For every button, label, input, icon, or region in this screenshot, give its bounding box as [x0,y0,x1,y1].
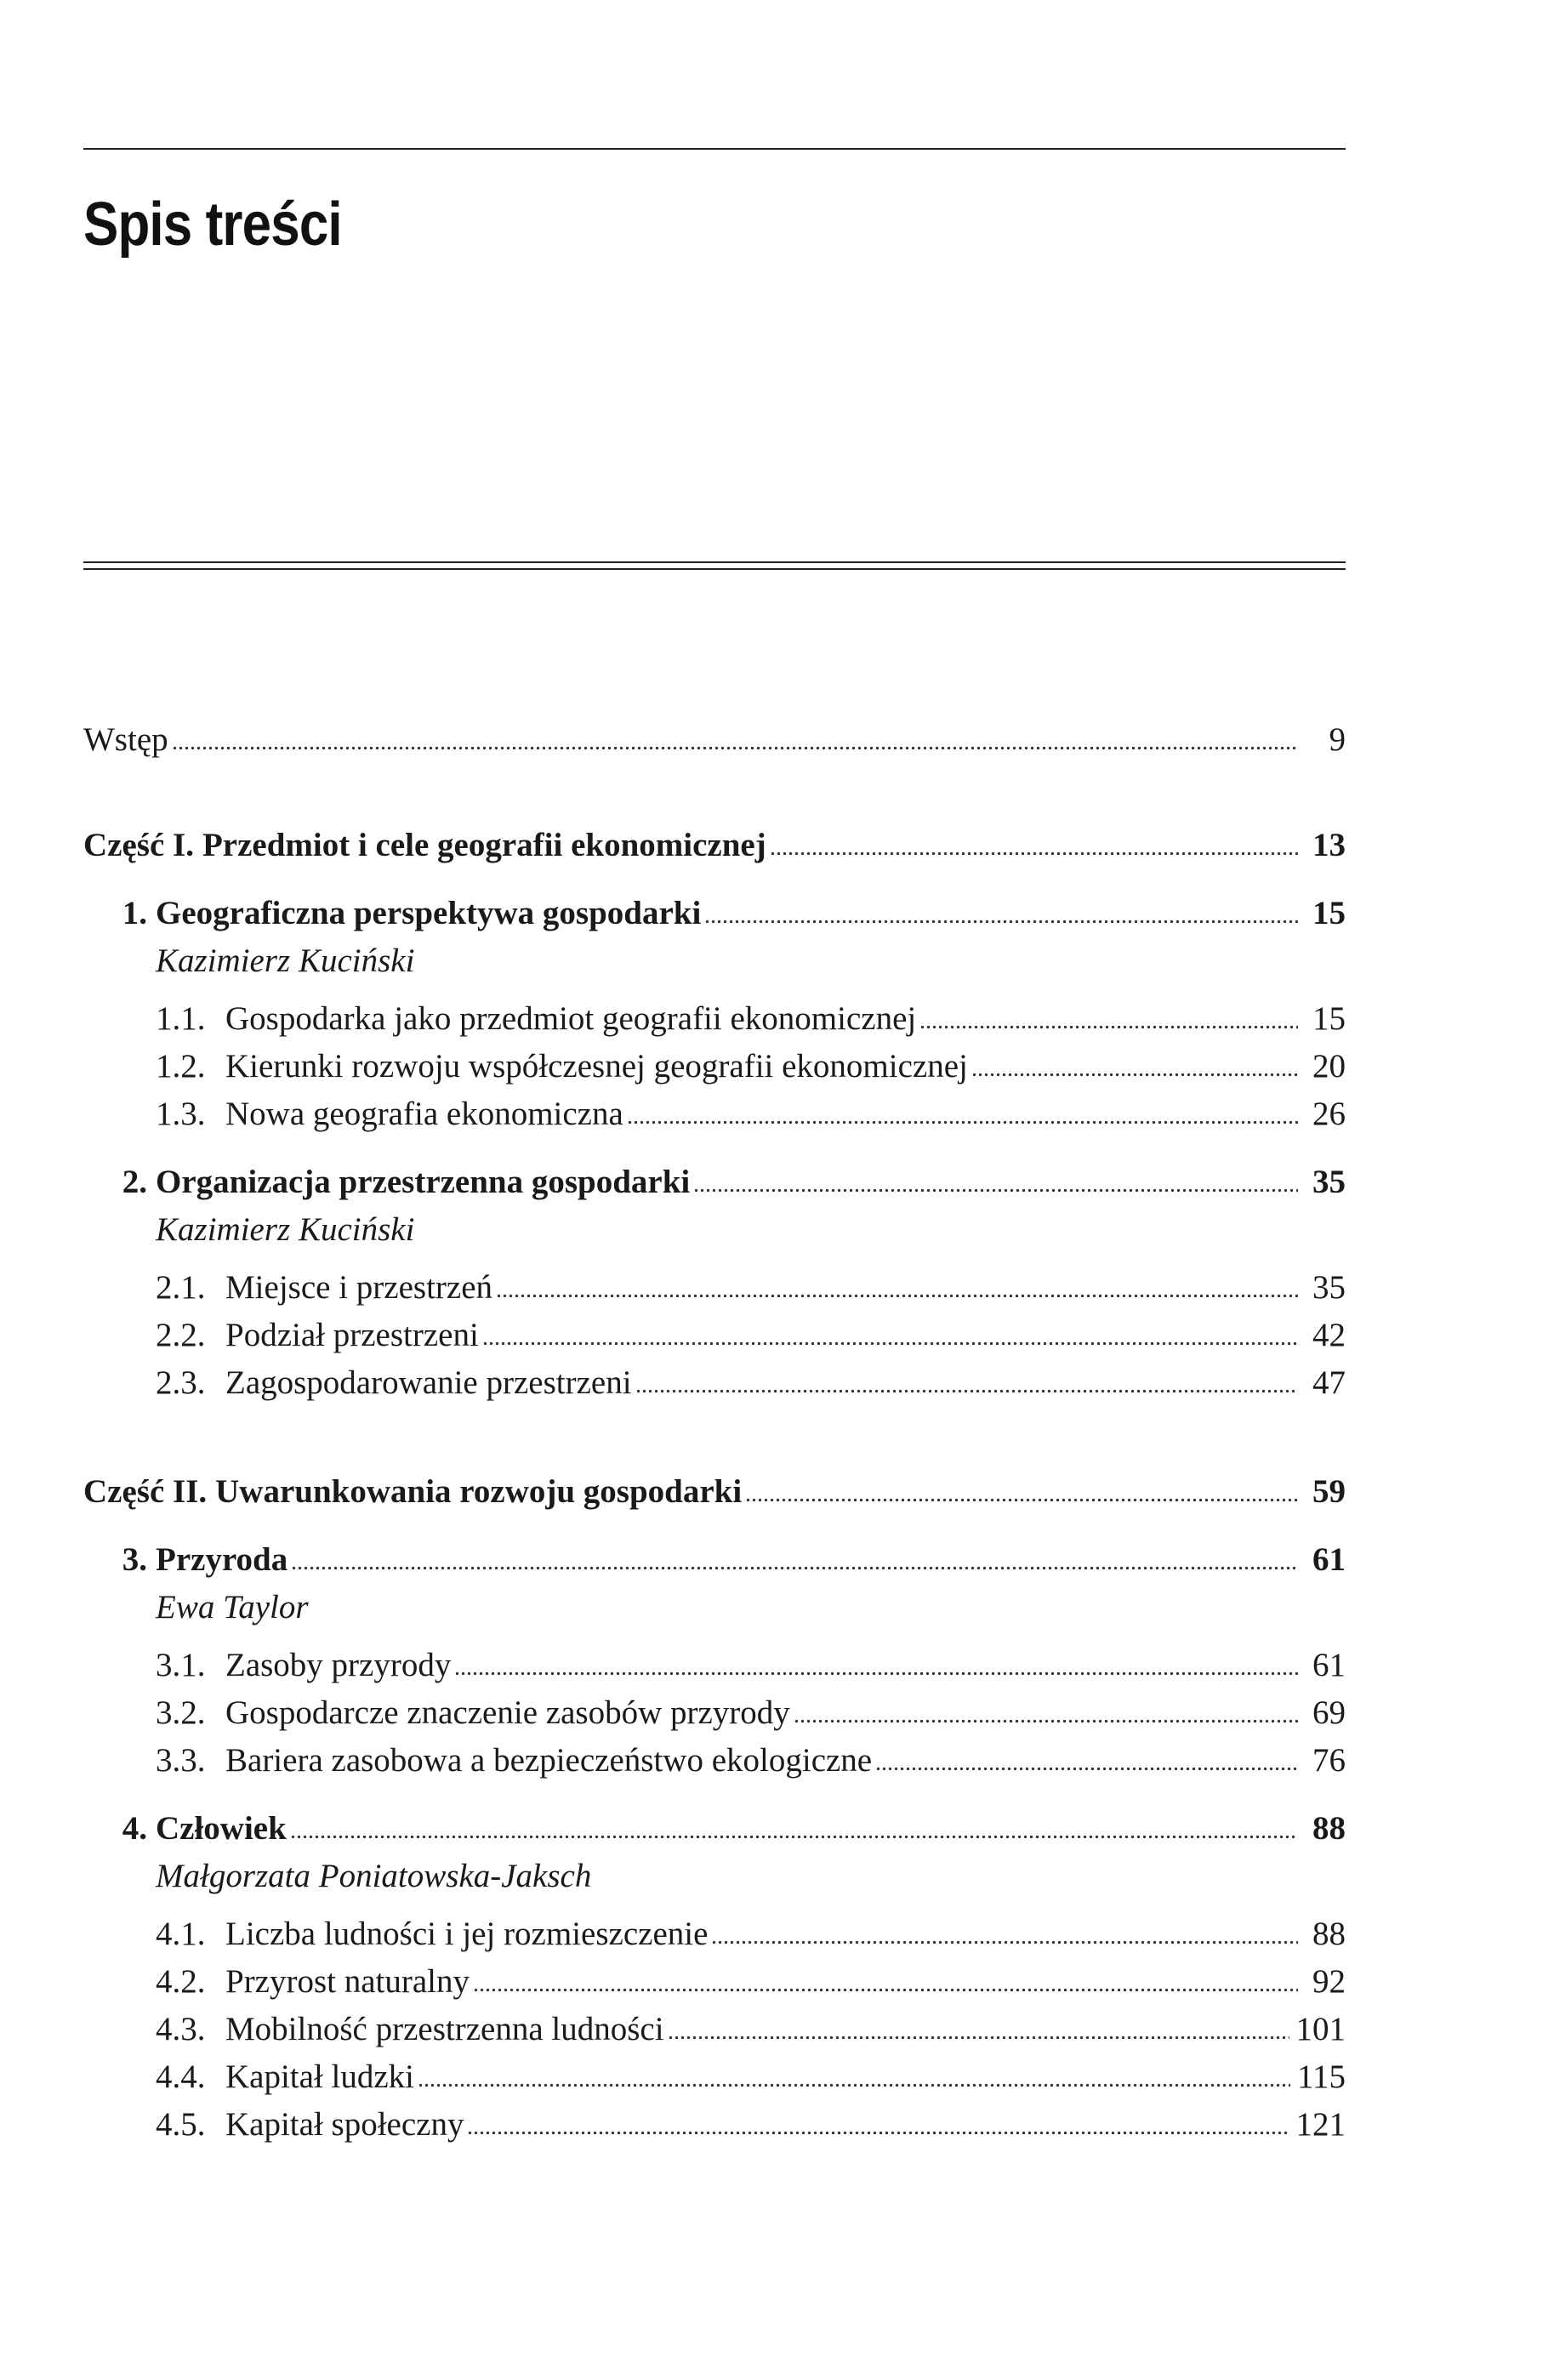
part-prefix: Część I. [83,827,194,863]
toc-section-3-1[interactable] [156,1642,1346,1689]
dot-leader [473,1979,1298,1992]
chapter-author: Małgorzata Poniatowska-Jaksch [156,1858,592,1894]
toc-page-number: 15 [1312,1000,1346,1037]
toc-page-number: 101 [1295,2011,1346,2047]
dot-leader [704,910,1298,924]
chapter-author: Ewa Taylor [156,1589,309,1626]
dot-leader [693,1179,1298,1193]
toc-section-4-2[interactable] [156,1958,1346,2006]
double-rule-lower [83,568,1346,570]
toc-section-2-3[interactable] [156,1359,1346,1407]
toc-section-1-2[interactable] [156,1043,1346,1090]
toc-page-number: 26 [1312,1096,1346,1132]
dot-leader [635,1380,1298,1393]
part-title: Przedmiot i cele geografii ekonomicznej [202,827,766,863]
section-number: 1.1. [156,1000,206,1037]
toc-page-number: 61 [1312,1541,1346,1578]
section-number: 4.4. [156,2058,206,2095]
toc-chapter-2[interactable] [83,1159,1346,1206]
part-prefix: Część II. [83,1473,208,1510]
section-number: 4.1. [156,1916,206,1952]
section-title: Zasoby przyrody [225,1647,452,1683]
page-title: Spis treści [83,191,342,259]
section-number: 2.3. [156,1364,206,1401]
section-title: Zagospodarowanie przestrzeni [225,1364,632,1401]
toc-page-number: 69 [1312,1694,1346,1731]
section-title: Kapitał społeczny [225,2106,464,2143]
chapter-title: Geograficzna perspektywa gospodarki [156,895,702,931]
chapter-title: Człowiek [156,1810,287,1847]
dot-leader [467,2121,1289,2135]
chapter-title: Przyroda [156,1541,288,1578]
section-title: Gospodarka jako przedmiot geografii ekonomicznej [225,1000,917,1037]
section-title: Nowa geografia ekonomiczna [225,1096,623,1132]
dot-leader [418,2074,1290,2087]
toc-section-2-1[interactable] [156,1264,1346,1312]
toc-page-number: 35 [1312,1269,1346,1306]
toc-entry-label: Wstęp [83,721,168,758]
section-number: 3.2. [156,1694,206,1731]
toc-page-number: 88 [1312,1810,1346,1847]
dot-leader [627,1111,1298,1125]
toc-chapter-3[interactable] [83,1536,1346,1584]
section-number: 4.5. [156,2106,206,2143]
top-rule [83,148,1346,150]
section-number: 3.1. [156,1647,206,1683]
dot-leader [668,2026,1289,2040]
dot-leader [794,1710,1298,1723]
dot-leader [770,842,1298,856]
toc-page-number: 92 [1312,1963,1346,2000]
toc-section-3-2[interactable] [156,1689,1346,1737]
dot-leader [454,1662,1298,1676]
chapter-number: 4. [122,1810,147,1847]
section-title: Przyrost naturalny [225,1963,470,2000]
section-title: Bariera zasobowa a bezpieczeństwo ekologiczne [225,1742,873,1779]
toc-page-number: 115 [1296,2058,1346,2095]
toc-page-number: 88 [1312,1916,1346,1952]
dot-leader [172,737,1298,750]
chapter-title: Organizacja przestrzenna gospodarki [156,1164,691,1200]
section-number: 4.2. [156,1963,206,2000]
toc-page-number: 20 [1312,1048,1346,1085]
dot-leader [496,1284,1298,1298]
toc-entry-intro[interactable] [83,716,1346,764]
toc-page-number: 35 [1312,1164,1346,1200]
section-number: 4.3. [156,2011,206,2047]
chapter-author: Kazimierz Kuciński [156,1211,415,1248]
section-title: Kierunki rozwoju współczesnej geografii ekonomicznej [225,1048,968,1085]
toc-section-2-2[interactable] [156,1312,1346,1359]
dot-leader [482,1332,1298,1346]
toc-page-number: 47 [1312,1364,1346,1401]
toc-section-4-5[interactable] [156,2101,1346,2149]
toc-page-number: 9 [1329,721,1346,758]
toc-section-1-3[interactable] [156,1090,1346,1138]
part-title: Uwarunkowania rozwoju gospodarki [215,1473,743,1510]
toc-page-number: 76 [1312,1742,1346,1779]
toc-part-1[interactable] [83,822,1346,869]
dot-leader [291,1557,1298,1570]
toc-section-4-4[interactable] [156,2053,1346,2101]
dot-leader [875,1757,1298,1771]
toc-section-3-3[interactable] [156,1737,1346,1785]
chapter-number: 3. [122,1541,147,1578]
toc-section-4-3[interactable] [156,2006,1346,2053]
toc-page-number: 61 [1312,1647,1346,1683]
section-title: Podział przestrzeni [225,1317,479,1353]
dot-leader [745,1489,1298,1502]
toc-page-number: 42 [1312,1317,1346,1353]
toc-section-4-1[interactable] [156,1910,1346,1958]
toc-part-2[interactable] [83,1468,1346,1516]
dot-leader [971,1063,1298,1077]
section-title: Mobilność przestrzenna ludności [225,2011,664,2047]
section-title: Liczba ludności i jej rozmieszczenie [225,1916,709,1952]
section-number: 3.3. [156,1742,206,1779]
dot-leader [711,1931,1298,1944]
toc-chapter-4[interactable] [83,1805,1346,1853]
toc-page-number: 15 [1312,895,1346,931]
toc-page-number: 59 [1312,1473,1346,1510]
section-number: 2.1. [156,1269,206,1306]
section-number: 1.3. [156,1096,206,1132]
section-title: Kapitał ludzki [225,2058,415,2095]
section-title: Miejsce i przestrzeń [225,1269,493,1306]
section-number: 2.2. [156,1317,206,1353]
toc-section-1-1[interactable] [156,995,1346,1043]
toc-chapter-1[interactable] [83,890,1346,937]
section-title: Gospodarcze znaczenie zasobów przyrody [225,1694,790,1731]
dot-leader [919,1016,1298,1029]
chapter-author: Kazimierz Kuciński [156,942,415,979]
chapter-number: 1. [122,895,147,931]
toc-page-number: 13 [1312,827,1346,863]
section-number: 1.2. [156,1048,206,1085]
toc-page-number: 121 [1295,2106,1346,2143]
double-rule-upper [83,561,1346,563]
chapter-number: 2. [122,1164,147,1200]
dot-leader [290,1825,1298,1839]
